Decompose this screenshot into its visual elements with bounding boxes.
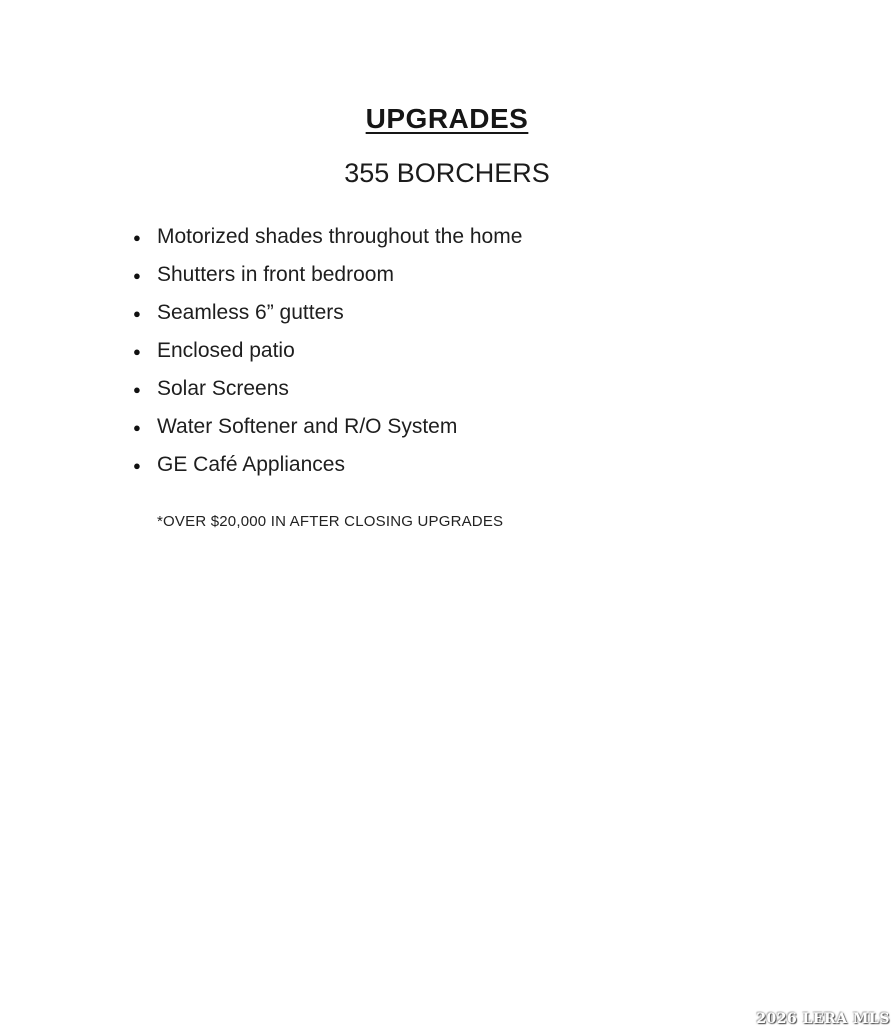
list-item-text: GE Café Appliances bbox=[157, 453, 345, 476]
list-item bbox=[133, 218, 894, 256]
bullet-icon: ● bbox=[133, 419, 141, 435]
footnote-text: *OVER $20,000 IN AFTER CLOSING UPGRADES bbox=[157, 513, 504, 530]
list-item bbox=[133, 408, 894, 446]
page-title: UPGRADES bbox=[365, 103, 529, 134]
list-item-text: Shutters in front bedroom bbox=[157, 263, 394, 286]
bullet-icon: ● bbox=[133, 229, 141, 245]
list-item bbox=[133, 256, 894, 294]
list-item-text: Water Softener and R/O System bbox=[157, 415, 458, 438]
list-item-text: Seamless 6” gutters bbox=[157, 301, 344, 324]
list-item bbox=[133, 332, 894, 370]
list-item-text: Solar Screens bbox=[157, 377, 289, 400]
list-item bbox=[133, 370, 894, 408]
list-item bbox=[133, 446, 894, 484]
list-item-text: Enclosed patio bbox=[157, 339, 295, 362]
list-item bbox=[133, 294, 894, 332]
bullet-icon: ● bbox=[133, 381, 141, 397]
bullet-icon: ● bbox=[133, 343, 141, 359]
bullet-icon: ● bbox=[133, 457, 141, 473]
upgrade-list bbox=[0, 218, 894, 484]
bullet-icon: ● bbox=[133, 305, 141, 321]
mls-watermark: 2026 LERA MLS bbox=[756, 1011, 890, 1027]
page-subtitle: 355 BORCHERS bbox=[344, 158, 550, 188]
bullet-icon: ● bbox=[133, 267, 141, 283]
list-item-text: Motorized shades throughout the home bbox=[157, 225, 523, 248]
